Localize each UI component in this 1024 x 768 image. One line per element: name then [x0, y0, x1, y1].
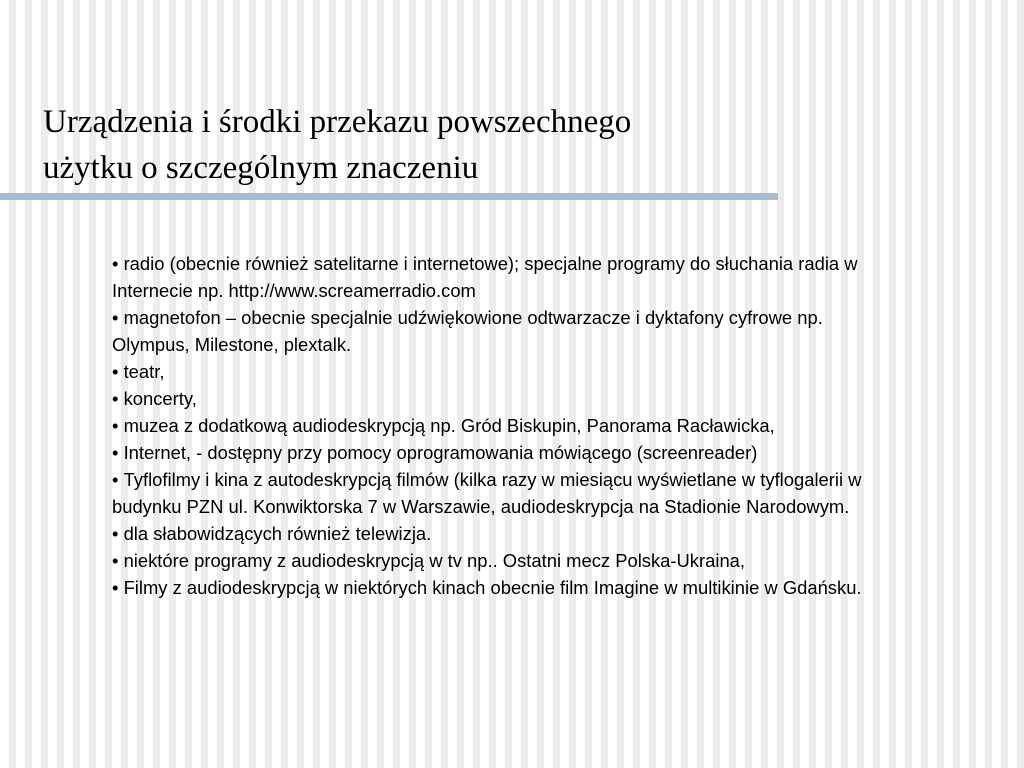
- bullet-item-muzea: • muzea z dodatkową audiodeskrypcją np. Gród Biskupin, Panorama Racławicka,: [112, 412, 902, 439]
- bullet-item-programy-tv: • niektóre programy z audiodeskrypcją w tv np.. Ostatni mecz Polska-Ukraina,: [112, 547, 902, 574]
- bullet-item-radio: • radio (obecnie również satelitarne i internetowe); specjalne programy do słuchania radia w Internecie np. http://www.screamerradio.com: [112, 250, 902, 304]
- slide-title: [43, 99, 943, 191]
- bullet-item-magnetofon: • magnetofon – obecnie specjalnie udźwiękowione odtwarzacze i dyktafony cyfrowe np. Olympus, Milestone, plextalk.: [112, 304, 902, 358]
- bullet-item-telewizja: • dla słabowidzących również telewizja.: [112, 520, 902, 547]
- bullet-item-internet: • Internet, - dostępny przy pomocy oprogramowania mówiącego (screenreader): [112, 439, 902, 466]
- bullet-item-teatr: • teatr,: [112, 358, 902, 385]
- bullet-item-koncerty: • koncerty,: [112, 385, 902, 412]
- bullet-item-tyflofilmy: • Tyflofilmy i kina z autodeskrypcją filmów (kilka razy w miesiącu wyświetlane w tyflogalerii w budynku PZN ul. Konwiktorska 7 w Warszawie, audiodeskrypcja na Stadionie Narodowym.: [112, 466, 902, 520]
- slide-title-line-1: Urządzenia i środki przekazu powszechnego: [43, 104, 632, 140]
- slide-title-line-2: użytku o szczególnym znaczeniu: [43, 150, 479, 186]
- title-underline-bar: [0, 193, 778, 200]
- bullet-list: [112, 250, 902, 601]
- bullet-item-filmy: • Filmy z audiodeskrypcją w niektórych kinach obecnie film Imagine w multikinie w Gdańsku.: [112, 574, 902, 601]
